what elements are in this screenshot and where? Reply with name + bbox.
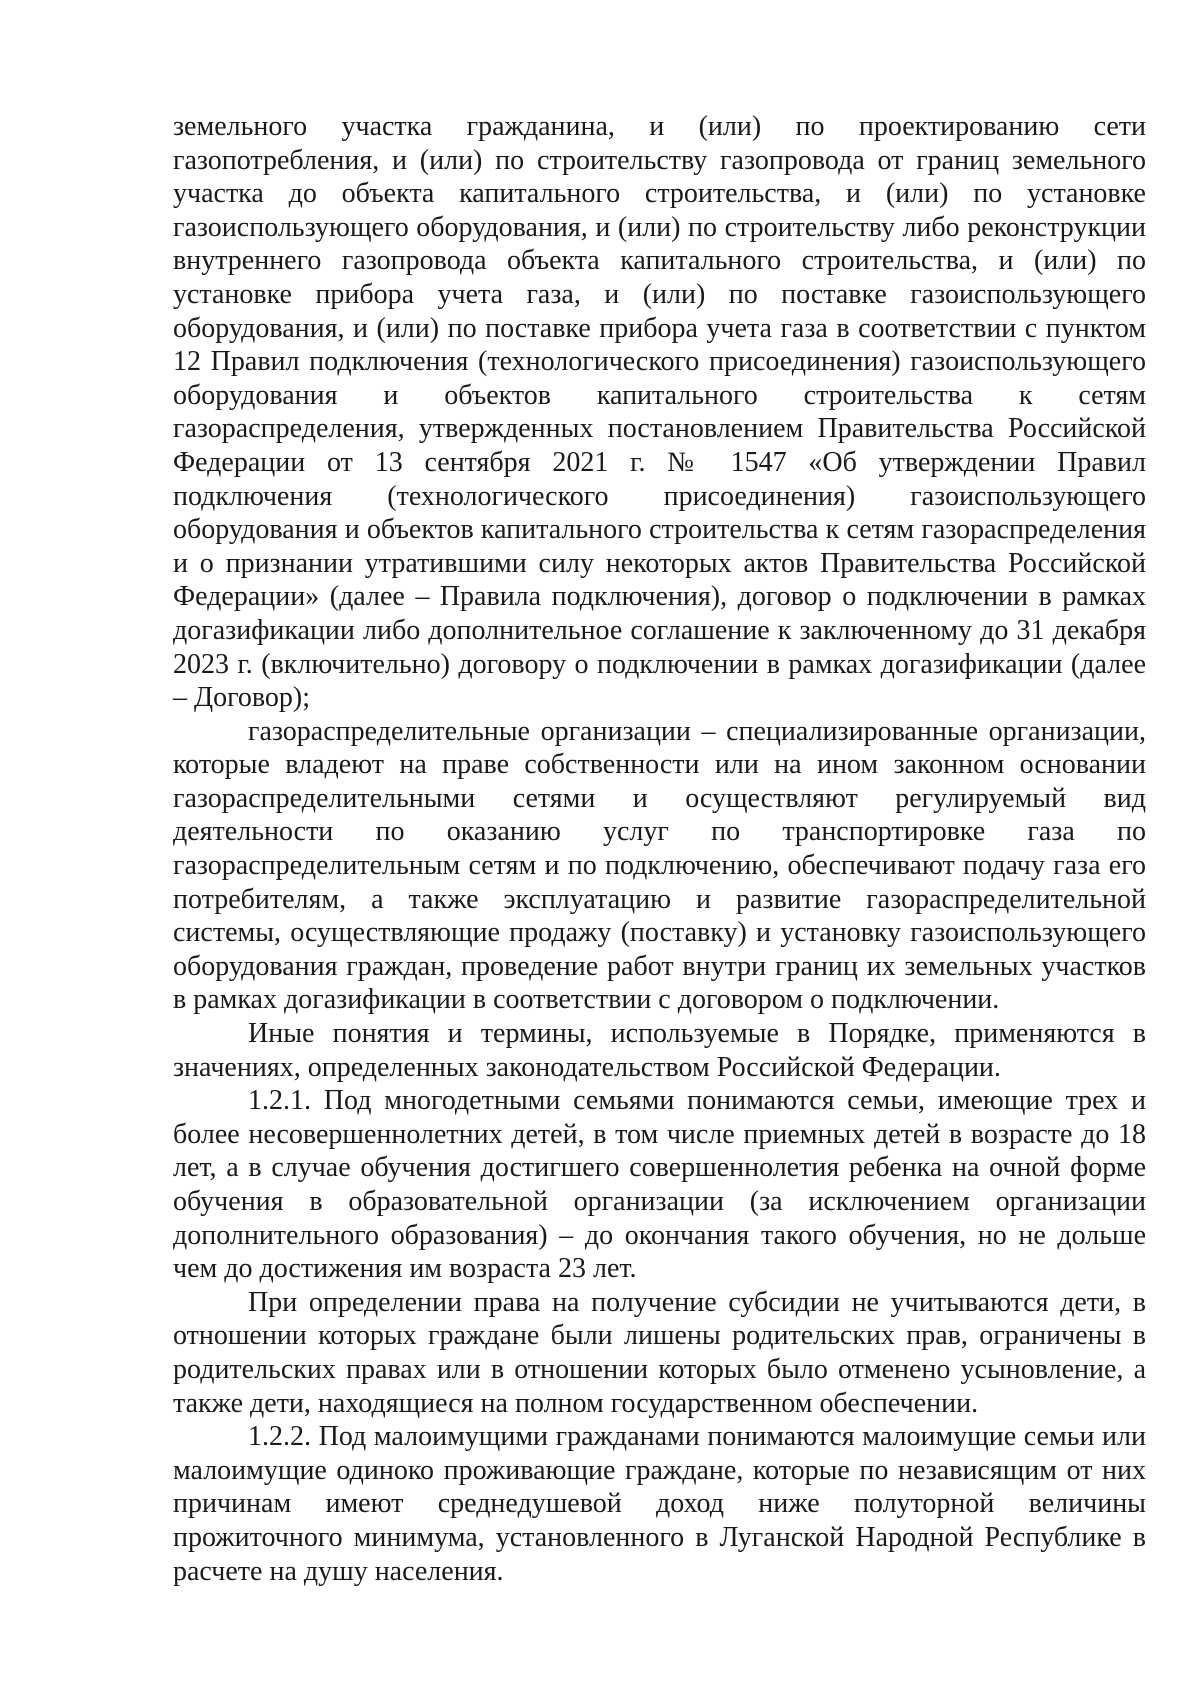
document-page: [173, 110, 1146, 1588]
paragraph-low-income-citizens: 1.2.2. Под малоимущими гражданами понимаются малоимущие семьи или малоимущие одиноко проживающие граждане, которые по независящим от них причинам имеют среднедушевой доход ниже полуторной величины прожиточного минимума, установленного в Луганской Народной Республике в расчете на душу населения.: [173, 1421, 1146, 1587]
paragraph-gas-distribution-organizations: газораспределительные организации – специализированные организации, которые владеют на праве собственности или на ином законном основании газораспределительными сетями и осуществляют регулируемый вид деятельности по оказанию услуг по транспортировке газа по газораспределительным сетям и по подключению, обеспечивают подачу газа его потребителям, а также эксплуатацию и развитие газораспределительной системы, осуществляющие продажу (поставку) и установку газоиспользующего оборудования граждан, проведение работ внутри границ их земельных участков в рамках догазификации в соответствии с договором о подключении.: [173, 715, 1146, 1016]
paragraph-other-terms: Иные понятия и термины, используемые в Порядке, применяются в значениях, определенных законодательством Российской Федерации.: [173, 1018, 1146, 1083]
paragraph-gas-connection-contract: земельного участка гражданина, и (или) по проектированию сети газопотребления, и (или) по строительству газопровода от границ земельного участка до объекта капитального строительства, и (или) по установке газоиспользующего оборудования, и (или) по строительству либо реконструкции внутреннего газопровода объекта капитального строительства, и (или) по установке прибора учета газа, и (или) по поставке газоиспользующего оборудования, и (или) по поставке прибора учета газа в соответствии с пунктом 12 Правил подключения (технологического присоединения) газоиспользующего оборудования и объектов капитального строительства к сетям газораспределения, утвержденных постановлением Правительства Российской Федерации от 13 сентября 2021 г. № 1547 «Об утверждении Правил подключения (технологического присоединения) газоиспользующего оборудования и объектов капитального строительства к сетям газораспределения и о признании утратившими силу некоторых актов Правительства Российской Федерации» (далее – Правила подключения), договор о подключении в рамках догазификации либо дополнительное соглашение к заключенному до 31 декабря 2023 г. (включительно) договору о подключении в рамках догазификации (далее – Договор);: [173, 111, 1146, 714]
paragraph-excluded-children: При определении права на получение субсидии не учитываются дети, в отношении которых граждане были лишены родительских прав, ограничены в родительских правах или в отношении которых было отменено усыновление, а также дети, находящиеся на полном государственном обеспечении.: [173, 1286, 1146, 1419]
paragraph-large-families: 1.2.1. Под многодетными семьями понимаются семьи, имеющие трех и более несовершеннолетних детей, в том числе приемных детей в возрасте до 18 лет, а в случае обучения достигшего совершеннолетия ребенка на очной форме обучения в образовательной организации (за исключением организации дополнительного образования) – до окончания такого обучения, но не дольше чем до достижения им возраста 23 лет.: [173, 1085, 1146, 1285]
